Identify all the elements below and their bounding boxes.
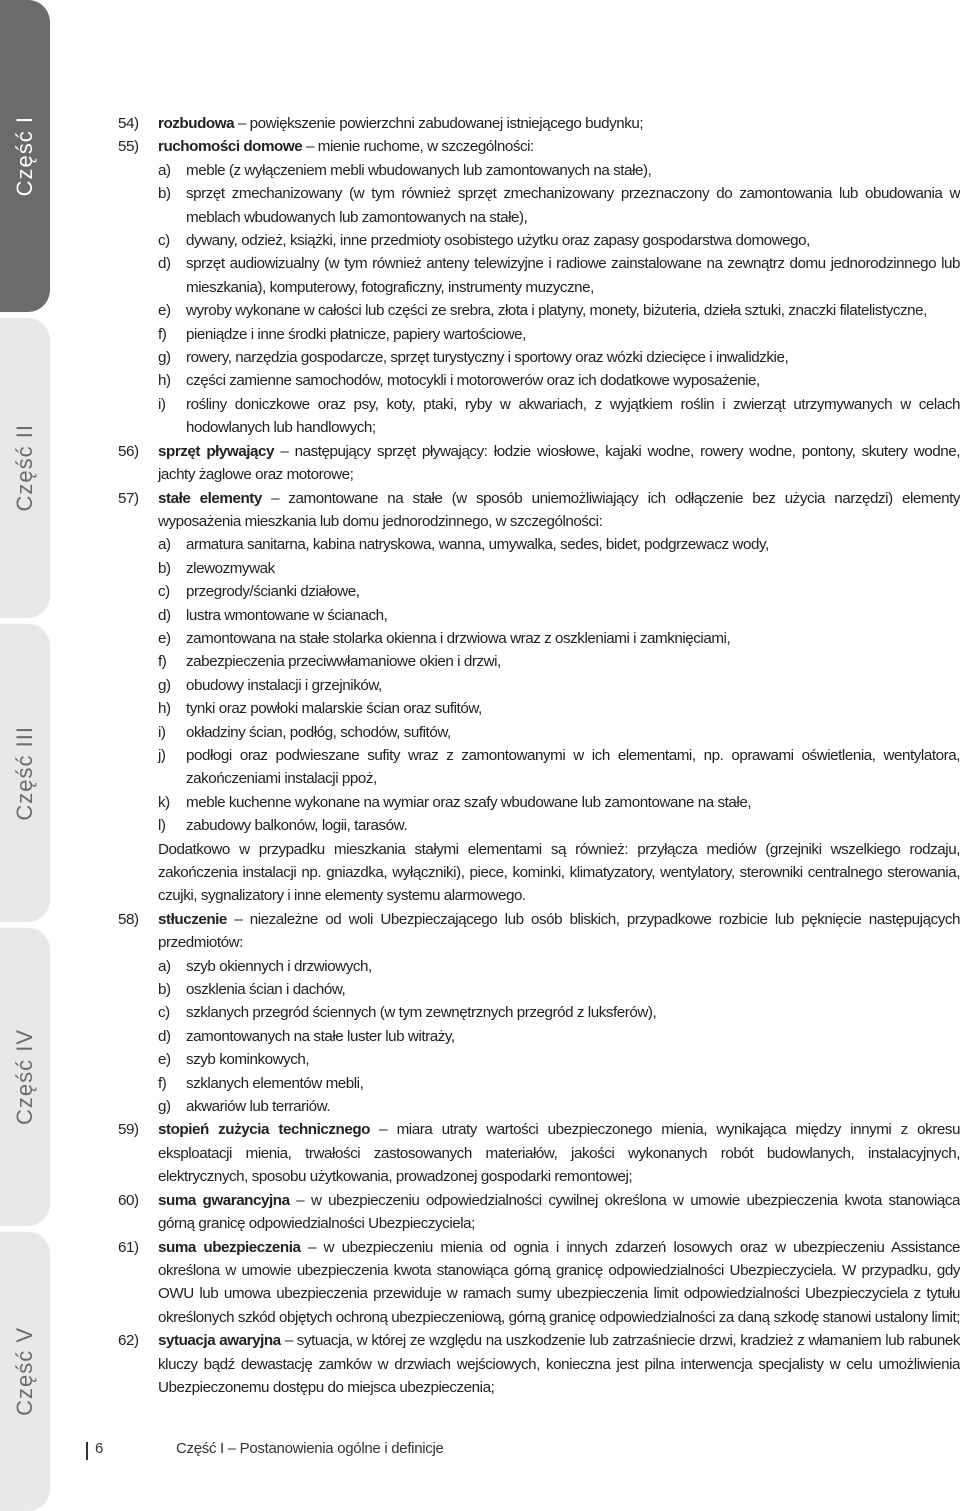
- item-letter: d): [158, 255, 171, 273]
- item-letter: g): [158, 1098, 171, 1116]
- list-item: [118, 346, 960, 369]
- list-item: [118, 533, 960, 556]
- list-item: [118, 1048, 960, 1071]
- definition-text: – następujący sprzęt pływający: łodzie wiosłowe, kajaki wodne, rowery wodne, pontony, skutery wodne, jachty żaglowe oraz motorowe;: [158, 442, 960, 484]
- list-item: [118, 323, 960, 346]
- tab-label: Część V: [12, 1327, 37, 1416]
- definition-56: [118, 440, 960, 487]
- item-text: zamontowana na stałe stolarka okienna i drzwiowa wraz z oszkleniami i zamknięciami,: [186, 629, 731, 647]
- item-text: armatura sanitarna, kabina natryskowa, wanna, umywalka, sedes, bidet, podgrzewacz wody,: [186, 536, 769, 554]
- item-text: dywany, odzież, książki, inne przedmioty osobistego użytku oraz zapasy gospodarstwa domowego,: [186, 232, 810, 250]
- item-text: szyb okiennych i drzwiowych,: [186, 957, 372, 975]
- item-letter: f): [158, 1074, 167, 1092]
- item-letter: h): [158, 372, 171, 390]
- definition-text: – powiększenie powierzchni zabudowanej istniejącego budynku;: [234, 115, 644, 132]
- definition-term: stłuczenie: [158, 910, 227, 928]
- tab-label: Część I: [12, 115, 37, 197]
- item-letter: c): [158, 583, 170, 601]
- definition-number: 60): [118, 1191, 139, 1209]
- item-letter: c): [158, 232, 170, 250]
- item-text: zabezpieczenia przeciwwłamaniowe okien i drzwi,: [186, 653, 501, 671]
- definitions-content: [118, 112, 960, 1399]
- footer-divider: [86, 1442, 88, 1460]
- definition-number: 56): [118, 442, 139, 460]
- list-item: [118, 604, 960, 627]
- definition-number: 59): [118, 1121, 139, 1139]
- definition-term: sprzęt pływający: [158, 442, 275, 460]
- definition-57: [118, 487, 960, 534]
- definition-term: suma ubezpieczenia: [158, 1238, 301, 1256]
- item-text: podłogi oraz podwieszane sufity wraz z zamontowanymi w ich elementami, np. oprawami oświetlenia, wentylatora, zakończeniami instalacji ppoż,: [186, 746, 960, 788]
- definition-term: rozbudowa: [158, 115, 235, 132]
- definition-note: Dodatkowo w przypadku mieszkania stałymi elementami są również: przyłącza mediów (grzejniki wszelkiego rodzaju, zakończenia instalacji np. gniazdka, wyłączniki), piece, kominki, klimatyzatory, wentylatory, sterowniki centralnego sterowania, czujki, sygnalizatory i inne elementy systemu alarmowego.: [158, 840, 960, 905]
- item-text: meble (z wyłączeniem mebli wbudowanych lub zamontowanych na stałe),: [186, 161, 652, 179]
- list-item: [118, 1001, 960, 1024]
- item-text: akwariów lub terrariów.: [186, 1098, 331, 1116]
- item-letter: c): [158, 1004, 170, 1022]
- item-letter: e): [158, 302, 171, 320]
- item-text: zlewozmywak: [186, 559, 275, 577]
- list-item: [118, 369, 960, 392]
- item-letter: b): [158, 559, 171, 577]
- tab-label: Część IV: [12, 1028, 37, 1126]
- definition-text: – zamontowane na stałe (w sposób uniemożliwiający ich odłączenie bez użycia narzędzi) elementy wyposażenia mieszkania lub domu jednorodzinnego, w szczególności:: [158, 489, 960, 530]
- item-letter: j): [158, 746, 166, 764]
- item-letter: e): [158, 1051, 171, 1069]
- item-letter: d): [158, 1027, 171, 1045]
- item-letter: i): [158, 395, 166, 413]
- item-letter: a): [158, 957, 171, 975]
- definition-text: – mienie ruchome, w szczególności:: [302, 138, 534, 156]
- list-item: [118, 978, 960, 1001]
- item-letter: a): [158, 536, 171, 554]
- footer-title: Część I – Postanowienia ogólne i definicje: [176, 1440, 444, 1457]
- item-text: meble kuchenne wykonane na wymiar oraz szafy wbudowane lub zamontowane na stałe,: [186, 793, 752, 811]
- tab-czesc-2[interactable]: [0, 318, 50, 618]
- definition-number: 55): [118, 138, 139, 156]
- item-text: rośliny doniczkowe oraz psy, koty, ptaki, ryby w akwariach, z wyjątkiem roślin i zwierząt utrzymywanych w celach hodowlanych lub handlowych;: [186, 395, 960, 437]
- item-letter: f): [158, 325, 167, 343]
- page-number: 6: [95, 1440, 104, 1457]
- list-item: [118, 744, 960, 791]
- list-item: [118, 580, 960, 603]
- definition-62: [118, 1329, 960, 1399]
- list-item: [118, 1025, 960, 1048]
- item-text: oszklenia ścian i dachów,: [186, 981, 346, 999]
- item-text: zabudowy balkonów, logii, tarasów.: [186, 817, 408, 835]
- list-item: [118, 627, 960, 650]
- item-letter: d): [158, 606, 171, 624]
- definition-text: – miara utraty wartości ubezpieczonego mienia, wynikająca między innymi z okresu eksploatacji mienia, trwałości zastosowanych materiałów, jakości wykonanych robót budowlanych, instalacyjnych, elektrycznych, sposobu użytkowania, prowadzonej gospodarki remontowej;: [158, 1121, 960, 1186]
- tab-label: Część III: [12, 725, 37, 821]
- item-text: sprzęt zmechanizowany (w tym również sprzęt zmechanizowany przeznaczony do zamontowania lub obudowania w meblach wbudowanych lub zamontowanych na stałe),: [186, 185, 960, 226]
- item-letter: f): [158, 653, 167, 671]
- item-letter: l): [158, 817, 166, 835]
- item-text: szklanych przegród ściennych (w tym zewnętrznych przegród z luksferów),: [186, 1004, 657, 1022]
- item-letter: a): [158, 161, 171, 179]
- definition-number: 61): [118, 1238, 139, 1256]
- definition-58: [118, 908, 960, 955]
- definition-number: 58): [118, 910, 139, 928]
- item-text: części zamienne samochodów, motocykli i motorowerów oraz ich dodatkowe wyposażenie,: [186, 372, 760, 390]
- item-text: przegrody/ścianki działowe,: [186, 583, 360, 601]
- tab-czesc-1[interactable]: [0, 0, 50, 312]
- definition-number: 57): [118, 489, 139, 507]
- item-text: obudowy instalacji i grzejników,: [186, 676, 382, 694]
- list-item: [118, 814, 960, 837]
- list-item: [118, 299, 960, 322]
- list-item: [118, 557, 960, 580]
- definition-term: ruchomości domowe: [158, 138, 303, 156]
- list-item: [118, 1072, 960, 1095]
- definition-61: [118, 1236, 960, 1330]
- item-letter: b): [158, 981, 171, 999]
- item-letter: g): [158, 349, 171, 367]
- definition-term: suma gwarancyjna: [158, 1191, 290, 1209]
- list-item: [118, 955, 960, 978]
- item-text: tynki oraz powłoki malarskie ścian oraz sufitów,: [186, 700, 482, 718]
- definition-text: – w ubezpieczeniu mienia od ognia i innych zdarzeń losowych oraz w ubezpieczeniu Assistance określona w umowie ubezpieczenia kwota stanowiąca górną granicę odpowiedzialności Ubezpieczyciela. W przypadku, gdy OWU lub umowa ubezpieczenia przewiduje w ramach sumy ubezpieczenia limit odpowiedzialności Ubezpieczyciela z tytułu określonych szkód objętych ochroną ubezpieczeniową, górną granicę odpowiedzialności za daną szkodę stanowi ustalony limit;: [158, 1238, 960, 1326]
- definition-number: 62): [118, 1332, 139, 1350]
- tab-czesc-4[interactable]: [0, 928, 50, 1226]
- item-text: okładziny ścian, podłóg, schodów, sufitów,: [186, 723, 451, 741]
- definition-60: [118, 1189, 960, 1236]
- list-item: [118, 791, 960, 814]
- item-text: rowery, narzędzia gospodarcze, sprzęt turystyczny i sportowy oraz wózki dziecięce i inwalidzkie,: [186, 349, 789, 367]
- list-item: [118, 182, 960, 229]
- tab-czesc-3[interactable]: [0, 624, 50, 922]
- item-letter: b): [158, 185, 171, 203]
- item-letter: i): [158, 723, 166, 741]
- definition-number: 54): [118, 115, 139, 132]
- item-text: pieniądze i inne środki płatnicze, papiery wartościowe,: [186, 325, 526, 343]
- definition-59: [118, 1118, 960, 1188]
- list-item: [118, 721, 960, 744]
- definition-term: stałe elementy: [158, 489, 262, 507]
- item-text: lustra wmontowane w ścianach,: [186, 606, 388, 624]
- list-item: [118, 650, 960, 673]
- list-item: [118, 159, 960, 182]
- tab-czesc-5[interactable]: [0, 1232, 50, 1511]
- list-item: [118, 229, 960, 252]
- section-sidebar: [0, 0, 50, 1511]
- item-letter: h): [158, 700, 171, 718]
- item-text: zamontowanych na stałe luster lub witraży,: [186, 1027, 455, 1045]
- item-letter: k): [158, 793, 170, 811]
- item-text: szklanych elementów mebli,: [186, 1074, 364, 1092]
- item-letter: g): [158, 676, 171, 694]
- item-text: wyroby wykonane w całości lub części ze srebra, złota i platyny, monety, biżuteria, dzieła sztuki, znaczki filatelistyczne,: [186, 302, 927, 320]
- definition-text: – w ubezpieczeniu odpowiedzialności cywilnej określona w umowie ubezpieczenia kwota stanowiąca górną granicę odpowiedzialności Ubezpieczyciela;: [158, 1191, 960, 1233]
- definition-term: sytuacja awaryjna: [158, 1332, 281, 1350]
- definition-54: [118, 112, 960, 135]
- definition-text: – sytuacja, w której ze względu na uszkodzenie lub zatrzaśniecie drzwi, kradzież z włamaniem lub rabunek kluczy bądź dewastację zamków w drzwiach wejściowych, konieczna jest pilna interwencja specjalisty w celu umożliwienia Ubezpieczonemu dostępu do miejsca ubezpieczenia;: [158, 1332, 960, 1396]
- list-item: [118, 697, 960, 720]
- item-text: sprzęt audiowizualny (w tym również anteny telewizyjne i radiowe zainstalowane na zewnątrz domu jednorodzinnego lub mieszkania), komputerowy, fotograficzny, instrumenty muzyczne,: [186, 255, 960, 296]
- definition-55: [118, 135, 960, 158]
- list-item: [118, 674, 960, 697]
- list-item: [118, 252, 960, 299]
- list-item: [118, 1095, 960, 1118]
- item-letter: e): [158, 629, 171, 647]
- definition-term: stopień zużycia technicznego: [158, 1121, 370, 1139]
- item-text: szyb kominkowych,: [186, 1051, 310, 1069]
- list-item: [118, 393, 960, 440]
- tab-label: Część II: [12, 424, 37, 512]
- definition-text: – niezależne od woli Ubezpieczającego lub osób bliskich, przypadkowe rozbicie lub pęknięcie następujących przedmiotów:: [158, 910, 960, 952]
